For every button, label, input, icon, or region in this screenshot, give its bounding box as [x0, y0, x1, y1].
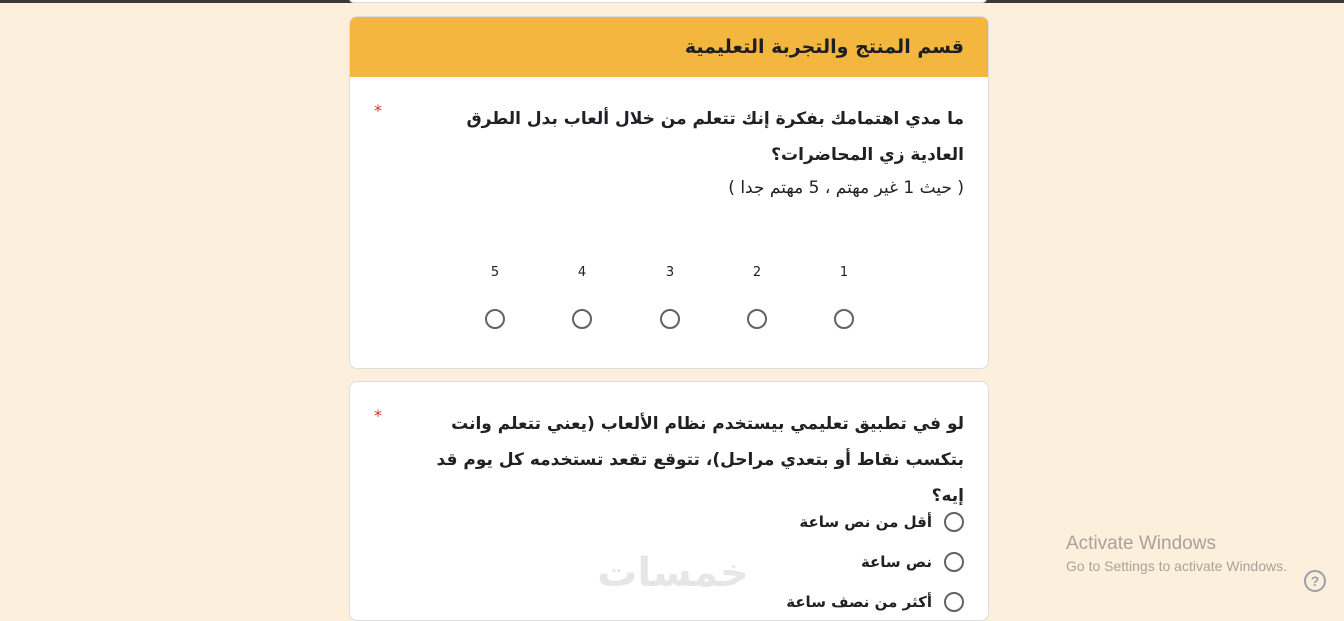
scale-option-1[interactable]	[829, 263, 859, 333]
scale-label-1: 1	[839, 265, 849, 280]
question-1-hint: ( حيث 1 غير مهتم ، 5 مهتم جدا )	[728, 178, 964, 198]
activation-title: Activate Windows	[1066, 533, 1216, 554]
question-2	[350, 382, 988, 514]
help-icon[interactable]: ?	[1304, 570, 1326, 592]
option-radio[interactable]	[944, 592, 964, 612]
option-less-than-half-hour[interactable]	[786, 502, 964, 542]
question-1-title: ما مدي اهتمامك بفكرة إنك تتعلم من خلال ألعاب بدل الطرق العادية زي المحاضرات؟	[466, 109, 964, 165]
option-half-hour[interactable]	[786, 542, 964, 582]
scale-radio-5[interactable]	[485, 309, 505, 329]
option-more-than-half-hour[interactable]	[786, 582, 964, 621]
scale-option-3[interactable]	[655, 263, 685, 333]
previous-card-edge	[349, 0, 987, 3]
khamsat-watermark-logo: خمسات	[597, 550, 749, 596]
scale-radio-3[interactable]	[660, 309, 680, 329]
option-radio[interactable]	[944, 512, 964, 532]
section-title: قسم المنتج والتجربة التعليمية	[684, 36, 964, 58]
required-asterisk: *	[374, 406, 382, 425]
scale-option-5[interactable]	[480, 263, 510, 333]
scale-label-5: 5	[490, 265, 500, 280]
question-2-options	[786, 502, 964, 621]
option-radio[interactable]	[944, 552, 964, 572]
question-1	[350, 77, 988, 203]
scale-option-2[interactable]	[742, 263, 772, 333]
section-header	[350, 17, 988, 77]
scale-label-3: 3	[665, 265, 675, 280]
question-2-title: لو في تطبيق تعليمي بيستخدم نظام الألعاب (يعني تتعلم وانت بتكسب نقاط أو بتعدي مراحل)، تتوقع تقعد تستخدمه كل يوم قد إيه؟	[436, 414, 964, 506]
linear-scale	[350, 193, 989, 313]
scale-label-2: 2	[752, 265, 762, 280]
required-asterisk: *	[374, 101, 382, 120]
option-label: أكثر من نصف ساعة	[786, 593, 932, 611]
activation-subtitle: Go to Settings to activate Windows.	[1066, 558, 1287, 574]
option-label: أقل من نص ساعة	[799, 513, 932, 531]
scale-radio-1[interactable]	[834, 309, 854, 329]
section-card	[349, 16, 989, 369]
scale-label-4: 4	[577, 265, 587, 280]
option-label: نص ساعة	[860, 553, 932, 571]
scale-radio-2[interactable]	[747, 309, 767, 329]
windows-activation-notice	[1066, 532, 1287, 576]
scale-radio-4[interactable]	[572, 309, 592, 329]
scale-option-4[interactable]	[567, 263, 597, 333]
